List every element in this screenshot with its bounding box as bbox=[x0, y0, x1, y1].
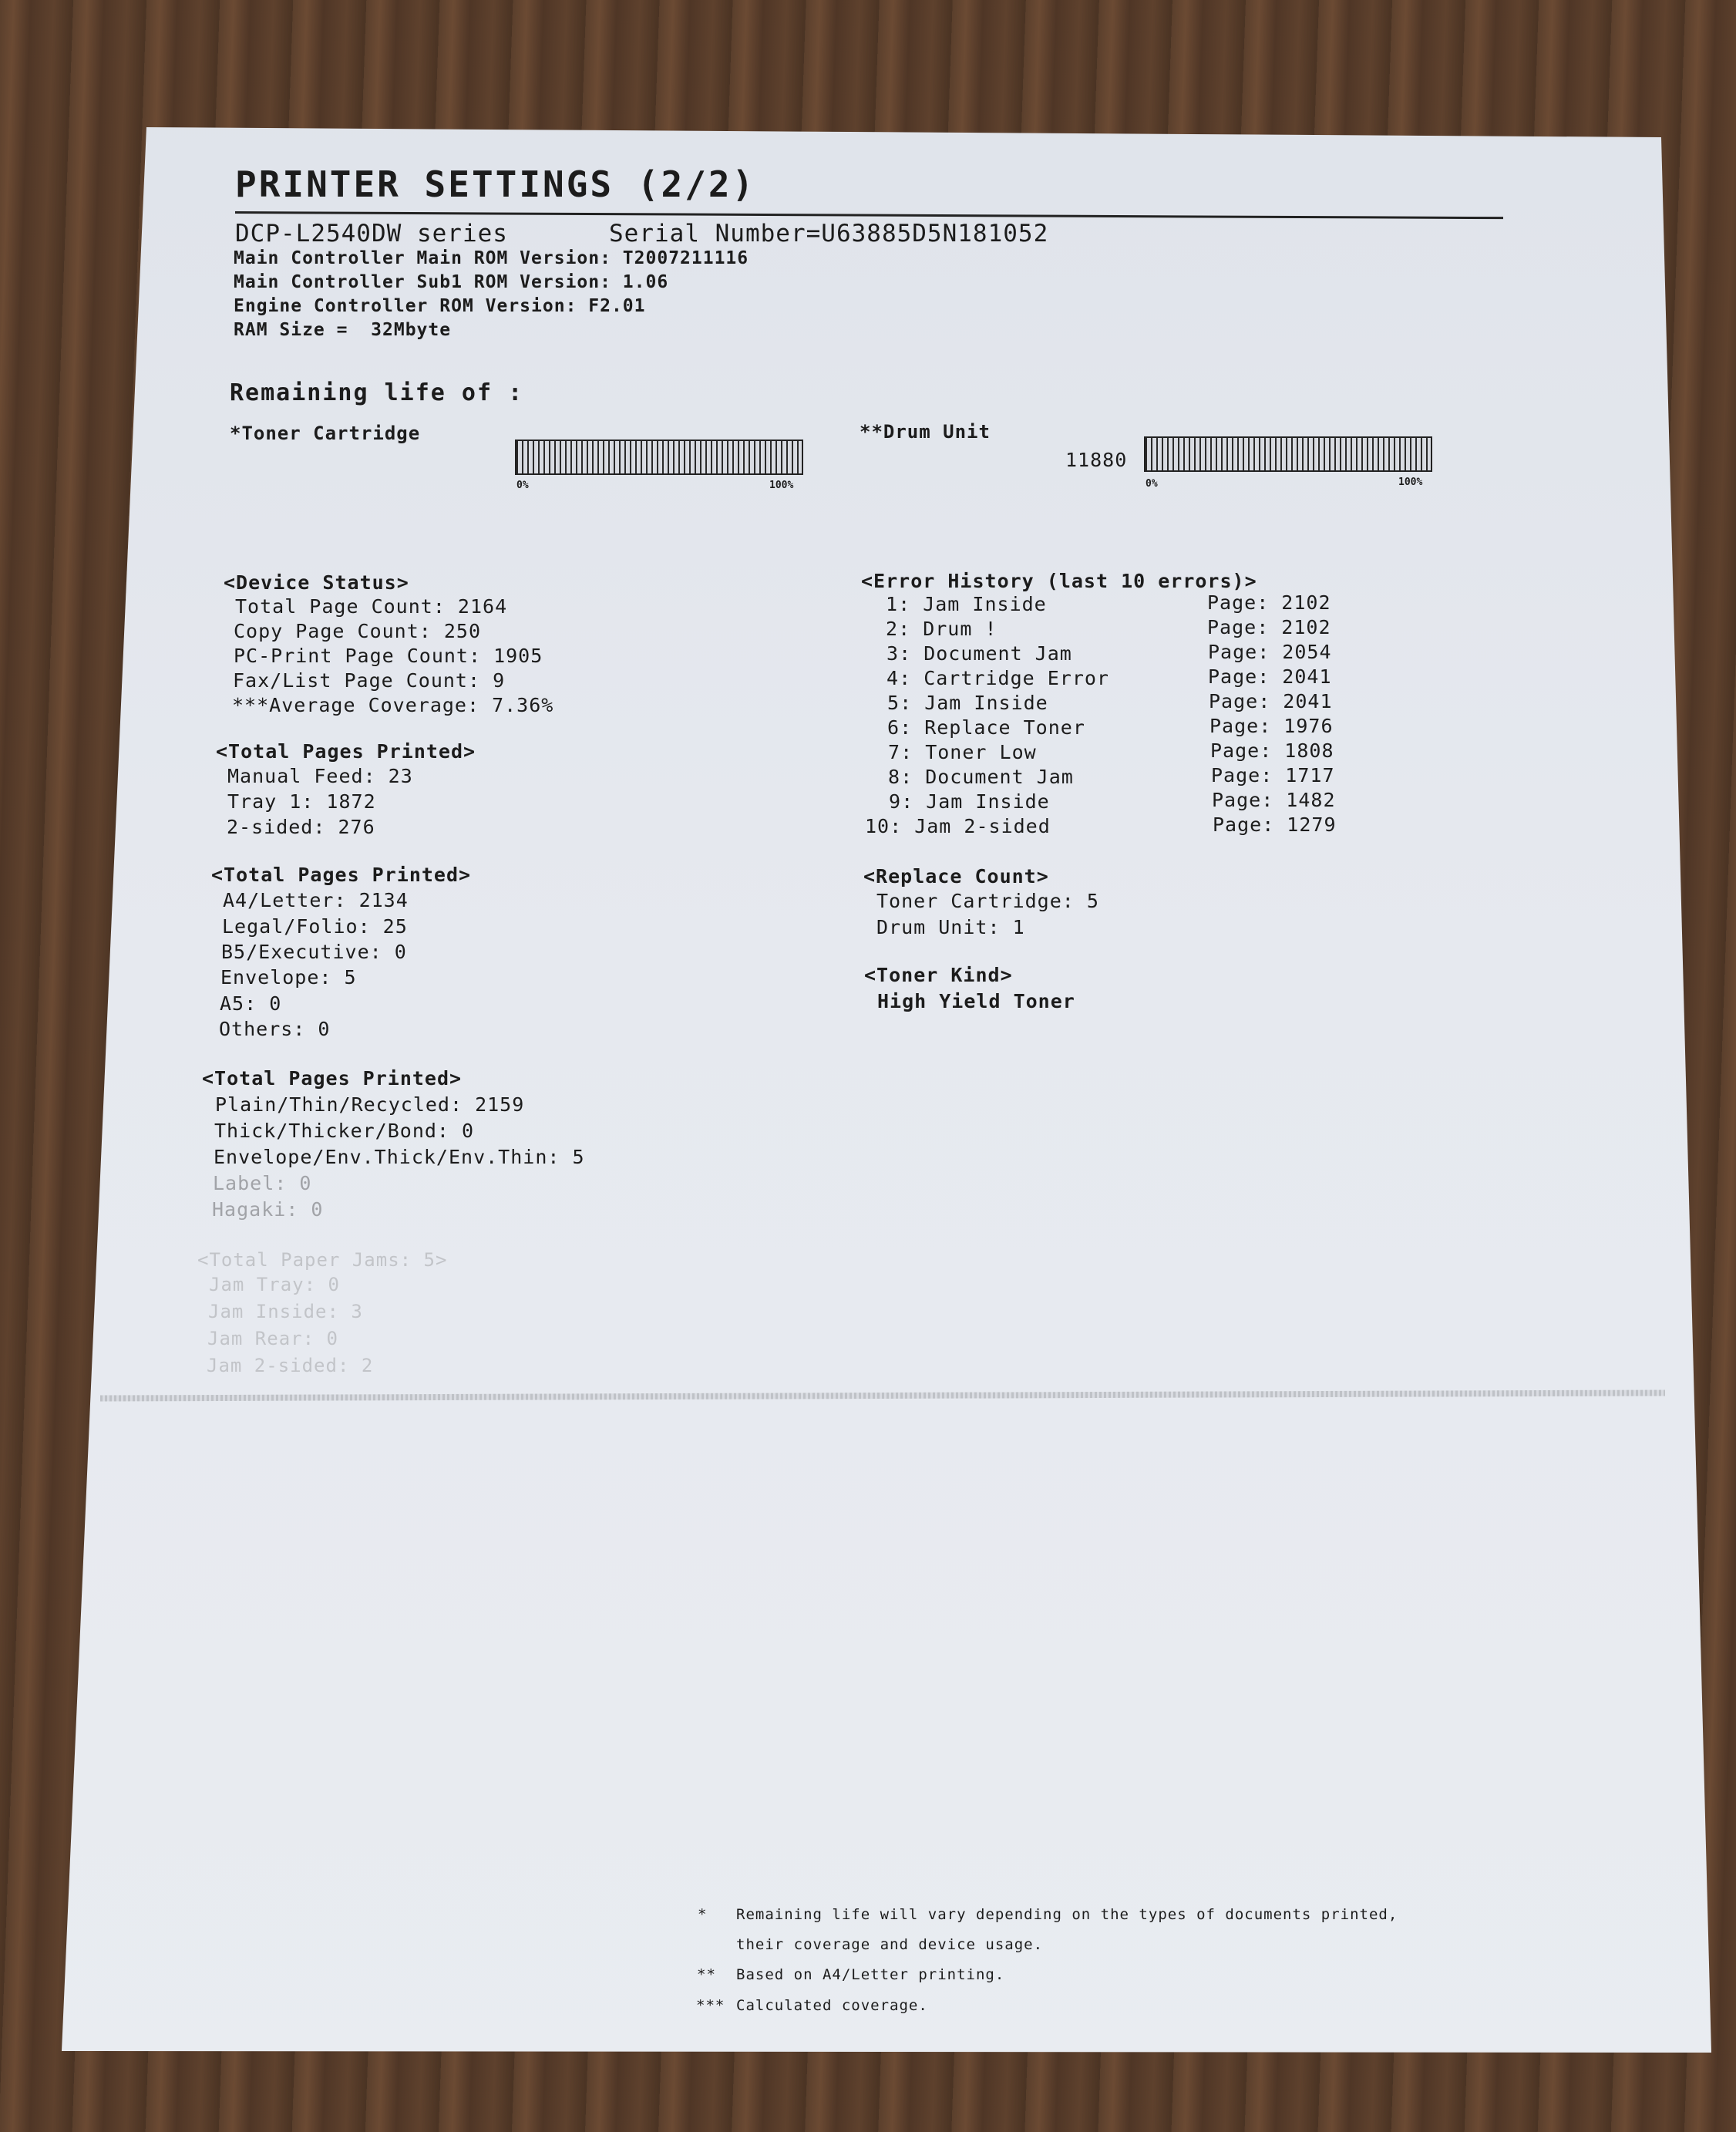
version-line: Engine Controller ROM Version: F2.01 bbox=[234, 296, 646, 316]
error-history-entry: 1: Jam Inside bbox=[873, 593, 1047, 615]
serial-number: Serial Number=U63885D5N181052 bbox=[609, 220, 1049, 248]
drum-life-gauge bbox=[1144, 436, 1432, 472]
pages-by-media-line: Plain/Thin/Recycled: 2159 bbox=[215, 1093, 525, 1116]
paper-jams-line: Jam Rear: 0 bbox=[207, 1328, 338, 1349]
device-status-line: Total Page Count: 2164 bbox=[235, 595, 508, 618]
error-history-page: Page: 2054 bbox=[1208, 641, 1332, 663]
error-history-entry: 4: Cartridge Error bbox=[874, 667, 1109, 689]
average-coverage: ***Average Coverage: 7.36% bbox=[232, 694, 554, 716]
error-history-entry: 5: Jam Inside bbox=[875, 692, 1048, 714]
pages-by-source-line: Manual Feed: 23 bbox=[227, 765, 413, 787]
footnote-mark: *** bbox=[696, 1997, 725, 2014]
error-history-page: Page: 1279 bbox=[1213, 813, 1337, 836]
drum-gauge-max: 100% bbox=[1398, 477, 1423, 488]
error-history-page: Page: 1808 bbox=[1210, 739, 1334, 762]
toner-kind-heading: <Toner Kind> bbox=[864, 964, 1013, 986]
error-history-page: Page: 2041 bbox=[1208, 665, 1332, 688]
footnote-mark: ** bbox=[697, 1966, 716, 1983]
pages-by-media-line: Label: 0 bbox=[213, 1172, 312, 1194]
paper-fold-line bbox=[100, 1389, 1665, 1401]
footnote-mark: * bbox=[698, 1906, 708, 1923]
pages-by-size-heading: <Total Pages Printed> bbox=[211, 864, 472, 886]
footnote-text: Based on A4/Letter printing. bbox=[736, 1966, 1005, 1983]
title-rule bbox=[235, 211, 1503, 219]
pages-by-size-line: A5: 0 bbox=[220, 992, 282, 1015]
pages-by-size-line: A4/Letter: 2134 bbox=[223, 889, 409, 911]
page-title: PRINTER SETTINGS (2/2) bbox=[235, 163, 756, 205]
pages-by-size-line: Others: 0 bbox=[219, 1018, 331, 1040]
pages-by-size-line: Envelope: 5 bbox=[220, 966, 357, 989]
pages-by-size-line: Legal/Folio: 25 bbox=[222, 915, 408, 938]
device-status-line: PC-Print Page Count: 1905 bbox=[234, 645, 543, 667]
paper-jams-line: Jam Inside: 3 bbox=[208, 1301, 363, 1322]
pages-by-source-line: 2-sided: 276 bbox=[227, 816, 375, 838]
error-history-heading: <Error History (last 10 errors)> bbox=[861, 570, 1257, 592]
toner-kind-value: High Yield Toner bbox=[877, 990, 1075, 1012]
toner-cartridge-label: *Toner Cartridge bbox=[230, 423, 421, 444]
pages-by-media-line: Hagaki: 0 bbox=[212, 1198, 324, 1221]
version-line: Main Controller Main ROM Version: T2007211116 bbox=[234, 248, 749, 268]
drum-unit-label: **Drum Unit bbox=[860, 421, 991, 443]
model-name: DCP-L2540DW series bbox=[235, 220, 508, 248]
error-history-page: Page: 2041 bbox=[1209, 690, 1333, 712]
error-history-page: Page: 1482 bbox=[1212, 789, 1336, 811]
toner-life-gauge bbox=[515, 440, 803, 475]
device-status-heading: <Device Status> bbox=[224, 571, 409, 594]
ram-size: RAM Size = 32Mbyte bbox=[234, 320, 452, 340]
error-history-page: Page: 2102 bbox=[1207, 616, 1331, 638]
error-history-entry: 3: Document Jam bbox=[874, 642, 1072, 665]
device-status-line: Fax/List Page Count: 9 bbox=[233, 669, 506, 692]
error-history-page: Page: 2102 bbox=[1207, 591, 1331, 614]
toner-gauge-max: 100% bbox=[769, 480, 794, 491]
drum-page-count: 11880 bbox=[1065, 449, 1128, 471]
pages-by-media-line: Envelope/Env.Thick/Env.Thin: 5 bbox=[214, 1146, 585, 1168]
toner-gauge-min: 0% bbox=[516, 480, 529, 491]
paper-jams-line: Jam 2-sided: 2 bbox=[207, 1355, 374, 1376]
pages-by-source-heading: <Total Pages Printed> bbox=[216, 740, 476, 763]
error-history-page: Page: 1976 bbox=[1209, 715, 1334, 737]
paper-jams-heading: <Total Paper Jams: 5> bbox=[197, 1249, 448, 1271]
footnote-text: Calculated coverage. bbox=[736, 1997, 928, 2014]
paper-jams-line: Jam Tray: 0 bbox=[209, 1274, 340, 1295]
version-line: Main Controller Sub1 ROM Version: 1.06 bbox=[234, 272, 669, 292]
error-history-entry: 7: Toner Low bbox=[876, 741, 1037, 763]
error-history-page: Page: 1717 bbox=[1211, 764, 1335, 786]
drum-gauge-min: 0% bbox=[1146, 478, 1158, 490]
device-status-line: Copy Page Count: 250 bbox=[234, 620, 482, 642]
replace-count-line: Drum Unit: 1 bbox=[876, 916, 1025, 938]
replace-count-line: Toner Cartridge: 5 bbox=[876, 890, 1099, 912]
error-history-entry: 10: Jam 2-sided bbox=[865, 815, 1051, 837]
error-history-entry: 6: Replace Toner bbox=[875, 716, 1085, 739]
pages-by-source-line: Tray 1: 1872 bbox=[227, 790, 376, 813]
pages-by-media-line: Thick/Thicker/Bond: 0 bbox=[214, 1120, 475, 1142]
pages-by-size-line: B5/Executive: 0 bbox=[221, 941, 407, 963]
replace-count-heading: <Replace Count> bbox=[863, 865, 1049, 887]
remaining-life-heading: Remaining life of : bbox=[230, 379, 524, 406]
footnote-text: Remaining life will vary depending on the types of documents printed, bbox=[736, 1906, 1398, 1923]
error-history-entry: 2: Drum ! bbox=[873, 618, 998, 640]
error-history-entry: 8: Document Jam bbox=[876, 766, 1074, 788]
pages-by-media-heading: <Total Pages Printed> bbox=[202, 1067, 463, 1090]
error-history-entry: 9: Jam Inside bbox=[876, 790, 1050, 813]
footnote-text: their coverage and device usage. bbox=[736, 1936, 1044, 1953]
